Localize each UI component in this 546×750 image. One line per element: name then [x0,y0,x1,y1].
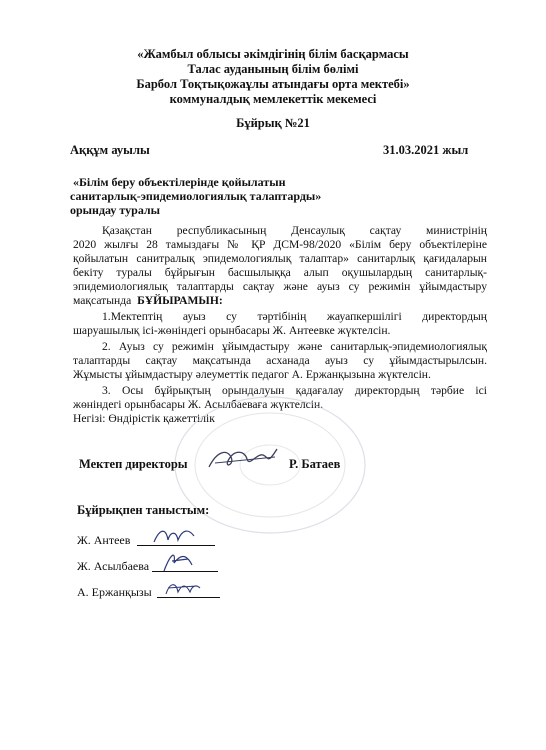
ack-person-2: Ж. Асылбаева [77,559,150,573]
ack-person-1: Ж. Антеев [77,533,131,547]
paragraph-3-line-3: Жұмысты ұйымдастыру әлеуметтік педагог А. Ержанқызына жүктелсін. [73,368,431,381]
order-title: Бұйрық №21 [236,116,310,130]
ack-person-3: А. Ержанқызы [77,585,152,599]
header-line-2: Талас ауданының білім бөлімі [187,62,359,76]
director-role: Мектеп директоры [79,457,188,471]
header-line-1: «Жамбыл облысы әкімдігінің білім басқармасы [137,47,409,61]
paragraph-3-line-1: 2. Ауыз су режимін ұйымдастыру және санитарлық-эпидемиологиялық [102,340,487,353]
header-line-3: Барбол Тоқтықожаұлы атындағы орта мектебі» [136,77,410,91]
order-place: Аққұм ауылы [70,143,150,157]
basis-line: Негізі: Өндірістік қажеттілік [73,412,215,425]
subject-line-1: «Білім беру объектілерінде қойылатын [73,175,286,189]
paragraph-3-line-2: талаптарды сақтау мақсатында асханада ауыз су ұйымдастырылсын. [73,354,487,367]
paragraph-4-line-2: жөніндегі орынбасары Ж. Асылбаеваға жүктелсін. [73,398,324,411]
acknowledgement-title: Бұйрықпен таныстым: [77,503,210,517]
decree-word: БҰЙЫРАМЫН: [137,294,223,307]
paragraph-1-line-3: қойылатын санитралық эпидемологиялық талаптар» санитарлық қағидаларын [73,252,487,265]
paragraph-2-line-2: шаруашылық ісі-жөніндегі орынбасары Ж. Антеевке жүктелсін. [73,324,391,337]
ack-signature-2-image [158,545,198,575]
paragraph-1-line-1: Қазақстан республикасының Денсаулық сақтау министрінің [102,224,487,237]
subject-line-2: санитарлық-эпидемиологиялық талаптарды» [70,189,322,203]
order-date: 31.03.2021 жыл [383,143,469,157]
paragraph-1-line-5: эпидемиологиялық талаптарды сақтау және ауыз су режимін ұйымдастыру [73,280,487,293]
header-line-4: коммуналдық мемлекеттік мекемесі [169,92,377,106]
paragraph-1-line-2: 2020 жылғы 28 тамыздағы № ҚР ДСМ-98/2020 «Білім беру объектілеріне [73,238,487,251]
subject-line-3: орындау туралы [70,203,161,217]
director-signature-image [205,443,285,477]
director-name: Р. Батаев [289,457,341,471]
ack-signature-3-image [162,576,202,600]
paragraph-1-line-6 [73,294,223,308]
paragraph-1-line-4: бекіту туралы бұйрығын басшылыққа алып оқушылардың санитарлық- [73,266,487,279]
paragraph-1-purpose: мақсатында [73,294,132,307]
paragraph-2-line-1: 1.Мектептің ауыз су тәртібінің жауапкершілігі директордың [102,310,487,323]
paragraph-4-line-1: 3. Осы бұйрықтың орындалуын қадағалау директордың тәрбие ісі [102,384,487,397]
